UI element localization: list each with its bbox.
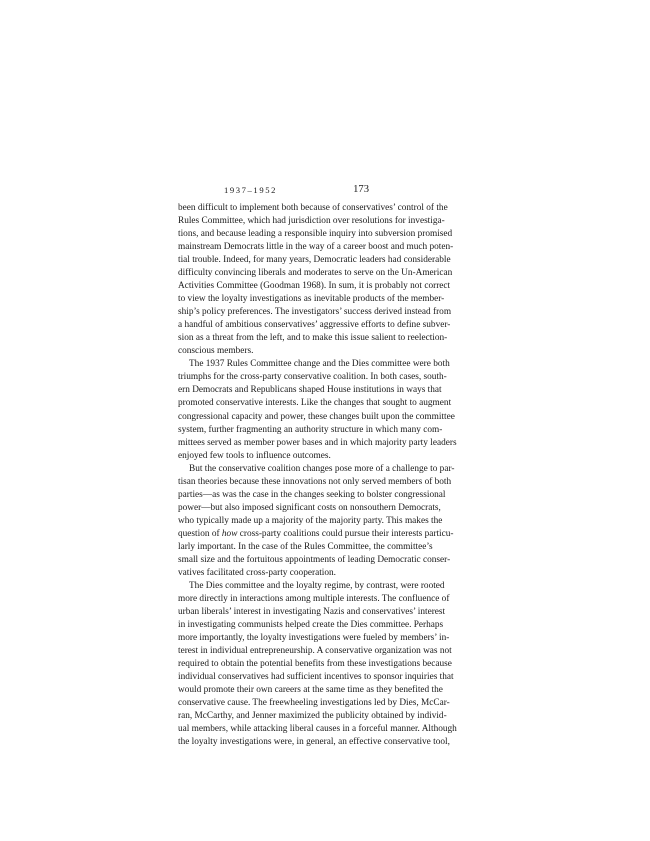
text-line: power—but also imposed significant costs on nonsouthern Democrats, bbox=[178, 502, 441, 513]
paragraph-3 bbox=[178, 463, 455, 580]
text-line: The Dies committee and the loyalty regime, by contrast, were rooted bbox=[189, 580, 445, 591]
text-line: a handful of ambitious conservatives’ aggressive efforts to define subver- bbox=[178, 320, 451, 331]
text-line: to view the loyalty investigations as inevitable products of the member- bbox=[178, 294, 445, 305]
text-line: sion as a threat from the left, and to make this issue salient to reelection- bbox=[178, 333, 448, 344]
text-line: system, further fragmenting an authority structure in which many com- bbox=[178, 424, 443, 435]
text-line: more directly in interactions among multiple interests. The confluence of bbox=[178, 593, 450, 604]
text-line: small size and the fortuitous appointments of leading Democratic conser- bbox=[178, 554, 451, 565]
text-line: conscious members. bbox=[178, 346, 254, 357]
text-line: ran, McCarthy, and Jenner maximized the publicity obtained by individ- bbox=[178, 711, 447, 722]
text-line: more importantly, the loyalty investigations were fueled by members’ in- bbox=[178, 633, 450, 644]
text-line: individual conservatives had sufficient incentives to sponsor inquiries that bbox=[178, 672, 454, 683]
text-line: mainstream Democrats little in the way of a career boost and much poten- bbox=[178, 242, 454, 253]
text-line: Activities Committee (Goodman 1968). In sum, it is probably not correct bbox=[178, 281, 451, 292]
text-line-with-emphasis bbox=[178, 528, 454, 541]
text-line: congressional capacity and power, these changes built upon the committee bbox=[178, 411, 455, 422]
paragraph-4 bbox=[178, 580, 457, 749]
text-line: mittees served as member power bases and in which majority party leaders bbox=[178, 437, 457, 448]
emphasis-after: cross-party coalitions could pursue their interests particu- bbox=[237, 528, 454, 539]
text-line: enjoyed few tools to influence outcomes. bbox=[178, 450, 331, 461]
text-line: ship’s policy preferences. The investigators’ success derived instead from bbox=[178, 307, 452, 318]
text-line: tisan theories because these innovations not only served members of both bbox=[178, 476, 452, 487]
text-line: The 1937 Rules Committee change and the Dies committee were both bbox=[189, 359, 450, 370]
text-line: vatives facilitated cross-party cooperation. bbox=[178, 567, 336, 578]
text-line: ual members, while attacking liberal causes in a forceful manner. Although bbox=[178, 724, 457, 735]
text-line: in investigating communists helped create the Dies committee. Perhaps bbox=[178, 620, 444, 630]
text-line: But the conservative coalition changes pose more of a challenge to par- bbox=[189, 463, 455, 474]
emphasis-before: question of bbox=[178, 528, 222, 539]
text-line: ern Democrats and Republicans shaped House institutions in ways that bbox=[178, 385, 442, 396]
running-head bbox=[178, 183, 369, 197]
text-line: larly important. In the case of the Rules Committee, the committee’s bbox=[178, 541, 433, 552]
text-line: promoted conservative interests. Like the changes that sought to augment bbox=[178, 398, 452, 409]
text-line: required to obtain the potential benefits from these investigations because bbox=[178, 659, 452, 670]
text-line: triumphs for the cross-party conservative coalition. In both cases, south- bbox=[178, 372, 447, 383]
page-number: 173 bbox=[353, 184, 369, 195]
paragraph-1 bbox=[178, 202, 454, 358]
text-line: been difficult to implement both because of conservatives’ control of the bbox=[178, 203, 448, 213]
text-line: would promote their own careers at the same time as they benefited the bbox=[178, 685, 443, 696]
text-line: difficulty convincing liberals and moderates to serve on the Un-American bbox=[178, 268, 453, 279]
text-line: Rules Committee, which had jurisdiction over resolutions for investiga- bbox=[178, 216, 445, 227]
paragraph-2 bbox=[178, 358, 457, 462]
text-line: parties—as was the case in the changes seeking to bolster congressional bbox=[178, 489, 446, 500]
text-line: conservative cause. The freewheeling investigations led by Dies, McCar- bbox=[178, 698, 450, 709]
body-text bbox=[178, 202, 457, 749]
emphasis-word: how bbox=[221, 528, 238, 539]
text-line: tial trouble. Indeed, for many years, Democratic leaders had considerable bbox=[178, 255, 451, 266]
text-line: terest in individual entrepreneurship. A conservative organization was not bbox=[178, 646, 452, 657]
text-line: tions, and because leading a responsible inquiry into subversion promised bbox=[178, 229, 453, 240]
text-line: urban liberals’ interest in investigating Nazis and conservatives’ interest bbox=[178, 606, 446, 617]
running-head-title: 1937–1952 bbox=[223, 185, 278, 195]
text-line: the loyalty investigations were, in general, an effective conservative tool, bbox=[178, 737, 450, 748]
text-line: who typically made up a majority of the majority party. This makes the bbox=[178, 515, 443, 526]
